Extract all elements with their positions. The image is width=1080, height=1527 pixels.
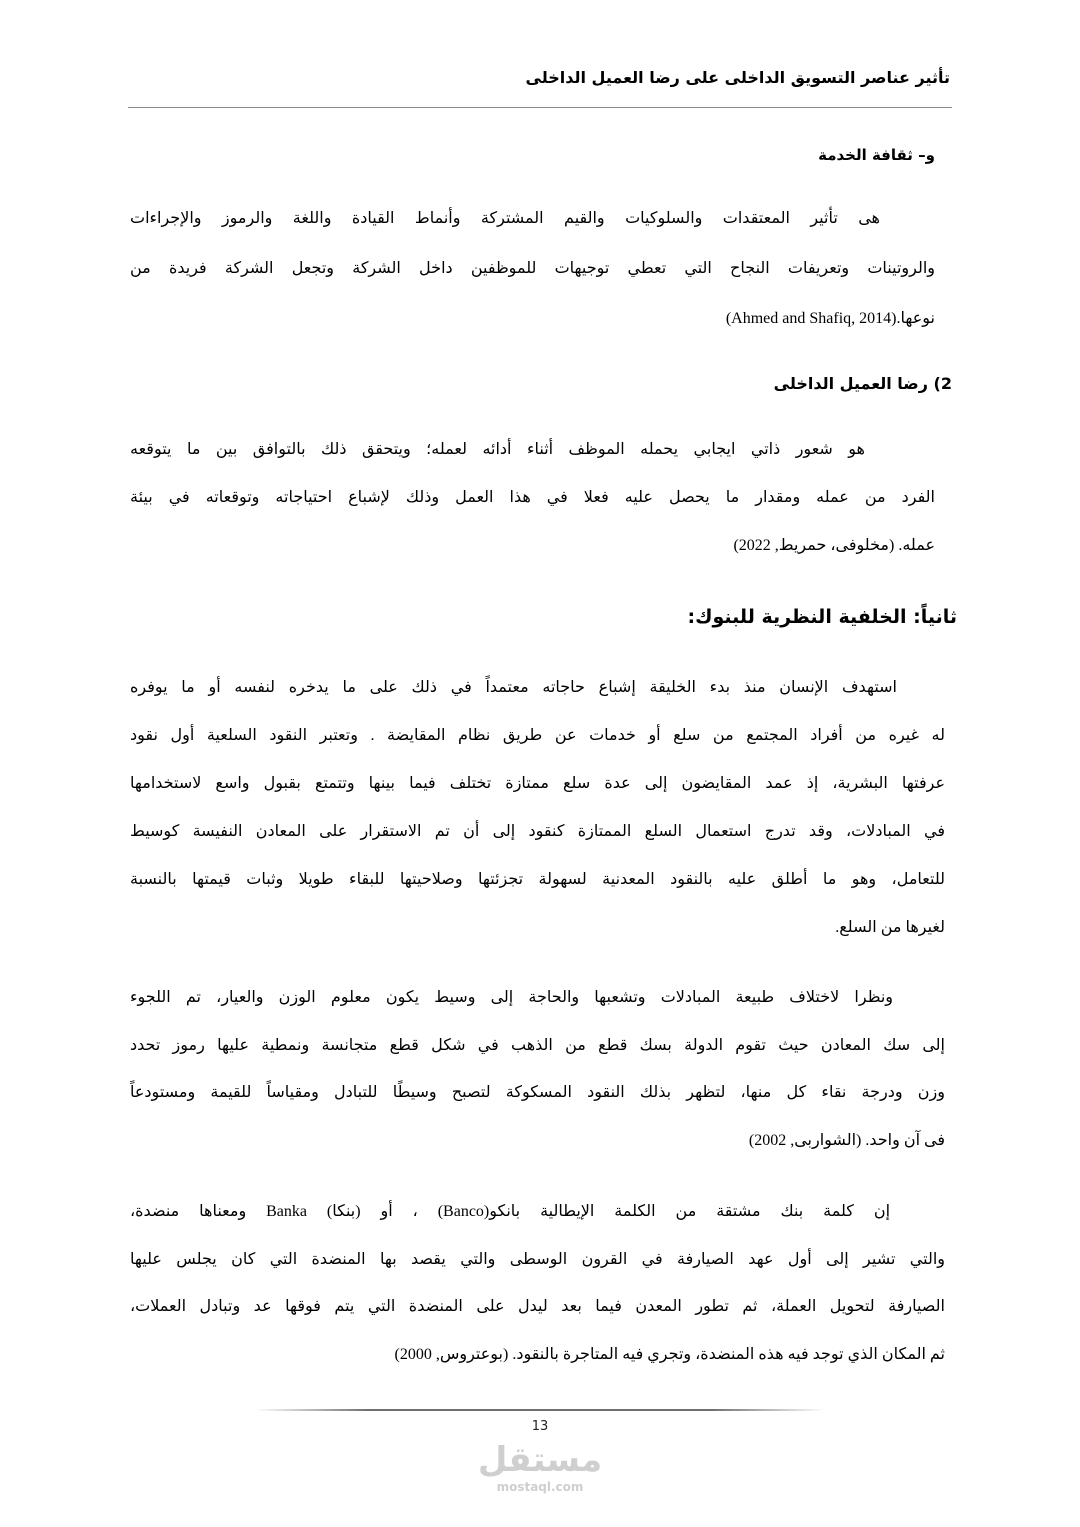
paragraph-line: هو شعور ذاتي ايجابي يحمله الموظف أثناء أدائه لعمله؛ ويتحقق ذلك بالتوافق بين ما يتوقعه — [130, 441, 865, 458]
paragraph-line: عمله. (مخلوفى، حمريط, 2022) — [733, 537, 935, 554]
paragraph-line: الصيارفة لتحويل العملة، ثم تطور المعدن فيما بعد ليدل على المنضدة التي يتم فوقها عد وتبادل العملات، — [130, 1298, 945, 1316]
running-header: تأثير عناصر التسويق الداخلى على رضا العميل الداخلى — [525, 68, 950, 87]
paragraph-line: ثم المكان الذي توجد فيه هذه المنضدة، وتجري فيه المتاجرة بالنقود. (بوعتروس, 2000) — [394, 1346, 945, 1364]
paragraph-line: عرفتها البشرية، إذ عمد المقايضون إلى عدة سلع ممتازة تختلف فيما بينها وتتمتع بقبول واسع لاستخدامها — [130, 775, 945, 792]
watermark-logo: مستقل — [477, 1440, 603, 1480]
paragraph-line: وزن ودرجة نقاء كل منها، لتظهر بذلك النقود المسكوكة لتصبح وسيطًا للتبادل ومقياساً للقيمة ومستودعاً — [130, 1084, 945, 1101]
paragraph-line: هى تأثير المعتقدات والسلوكيات والقيم المشتركة وأنماط القيادة واللغة والرموز والإجراءات — [130, 210, 880, 227]
paragraph-line: فى آن واحد. (الشواربى, 2002) — [748, 1131, 945, 1149]
paragraph-line: إن كلمة بنك مشتقة من الكلمة الإيطالية بانكو(Banco) ، أو (بنكا) Banka ومعناها منضدة، — [130, 1203, 891, 1220]
paragraph-line: لغيرها من السلع. — [835, 919, 945, 936]
paragraph-line: والروتينات وتعريفات النجاح التي تعطي توجيهات للموظفين داخل الشركة وتجعل الشركة فريدة من — [130, 260, 935, 277]
footer-rule — [255, 1409, 825, 1411]
paragraph-service-culture — [130, 194, 935, 344]
paragraph-line: له غيره من أفراد المجتمع من سلع أو خدمات عن طريق نظام المقايضة . وتعتبر النقود السلعية أول نقود — [130, 727, 946, 744]
paragraph-line: ونظرا لاختلاف طبيعة المبادلات وتشعبها والحاجة إلى وسيط يكون معلوم الوزن والعيار، تم اللجوء — [130, 989, 893, 1006]
page-number: 13 — [531, 1419, 549, 1434]
paragraph-line: في المبادلات، وقد تدرج استعمال السلع الممتازة كنقود إلى أن تم الاستقرار على المعادن النفيسة كوسيط — [130, 823, 946, 840]
header-rule — [128, 107, 952, 108]
paragraph-bank-etymology — [130, 1188, 945, 1379]
paragraph-internal-satisfaction — [130, 426, 935, 570]
section-heading-internal-satisfaction: 2) رضا العميل الداخلى — [773, 374, 952, 393]
paragraph-line: والتي تشير إلى أول عهد الصيارفة في القرون الوسطى والتي يقصد بها المنضدة التي كان يجلس عليها — [130, 1250, 945, 1268]
paragraph-coinage — [130, 974, 945, 1164]
paragraph-money-history — [130, 664, 945, 952]
section-heading-service-culture: و– ثقافة الخدمة — [818, 146, 935, 164]
section-heading-banks: ثانياً: الخلفية النظرية للبنوك: — [687, 606, 957, 628]
paragraph-line: نوعها.(Ahmed and Shafiq, 2014) — [725, 310, 935, 327]
paragraph-line: الفرد من عمله ومقدار ما يحصل عليه فعلا في هذا العمل وذلك لإشباع احتياجاته وتوقعاته في بيئة — [130, 489, 935, 506]
paragraph-line: استهدف الإنسان منذ بدء الخليقة إشباع حاجاته معتمداً في ذلك على ما يدخره لنفسه أو ما يوفره — [130, 679, 897, 696]
paragraph-line: إلى سك المعادن حيث تقوم الدولة بسك قطع من الذهب في شكل قطع متجانسة ونمطية عليها رموز تحدد — [130, 1036, 946, 1054]
paragraph-line: للتعامل، وهو ما أطلق عليه بالنقود المعدنية لسهولة تجزئتها وصلاحيتها للبقاء طويلا وثبات قيمتها بالنسبة — [130, 871, 945, 888]
watermark-url: mostaql.com — [496, 1480, 584, 1494]
